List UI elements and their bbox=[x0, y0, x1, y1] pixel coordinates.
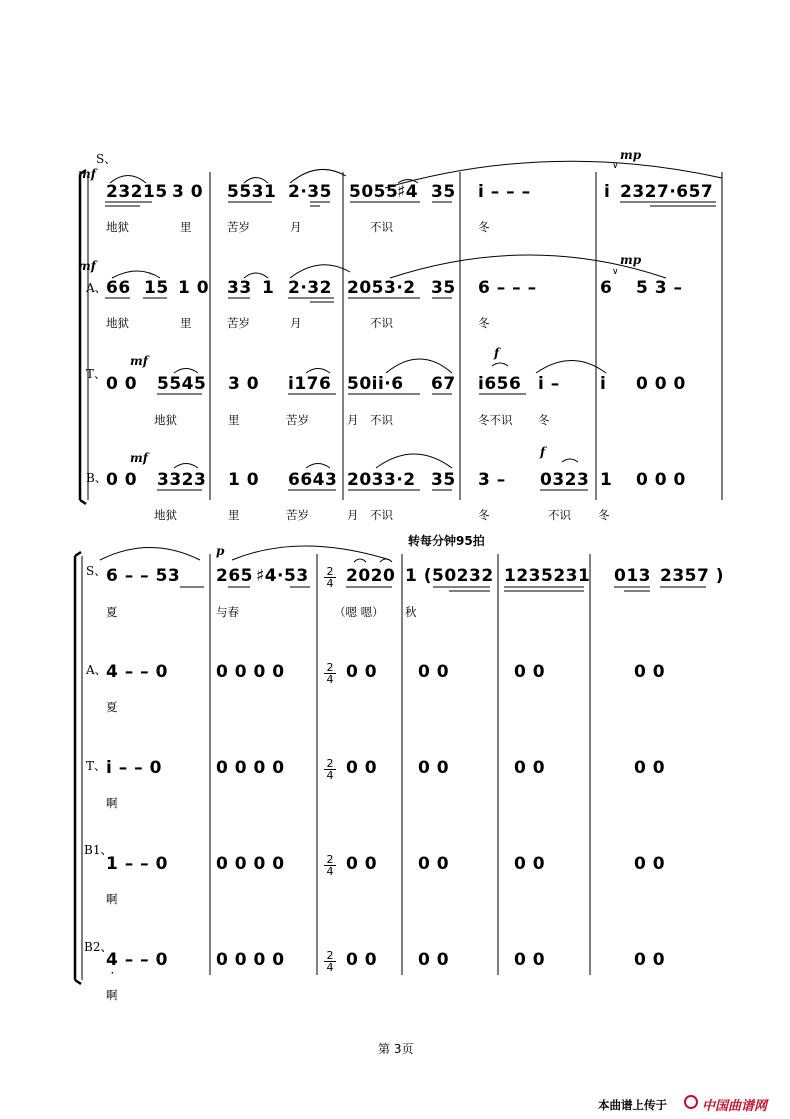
note-group: 15 bbox=[144, 278, 169, 298]
note-group: 0323 bbox=[540, 470, 590, 490]
lyric: 月 bbox=[347, 508, 359, 522]
lyric: 不识 bbox=[370, 316, 393, 330]
low-octave-dot: · bbox=[111, 968, 115, 979]
tenor-label: T、 bbox=[86, 367, 107, 381]
alto-dynamic: mf bbox=[78, 259, 96, 273]
note-group: 6643 bbox=[288, 470, 338, 490]
note-group: 0 0 bbox=[634, 758, 666, 778]
lyric: 苦岁 bbox=[227, 220, 250, 234]
note-group: i bbox=[600, 374, 607, 394]
note-group: 0 0 bbox=[634, 662, 666, 682]
note-group: ♯4·53 bbox=[256, 566, 309, 586]
note-group: 5 3 – bbox=[636, 278, 683, 298]
lyric: 不识 bbox=[370, 220, 393, 234]
soprano-label: S、 bbox=[96, 152, 117, 166]
lyric: 里 bbox=[228, 413, 240, 427]
lyric: 苦岁 bbox=[227, 316, 250, 330]
note-group: 35 bbox=[431, 278, 456, 298]
lyric: 啊 bbox=[106, 892, 118, 906]
note-group: 1 0 bbox=[178, 278, 210, 298]
note-group: 2·32 bbox=[288, 278, 332, 298]
site-logo-icon bbox=[684, 1095, 698, 1109]
soprano-dynamic: mf bbox=[78, 167, 96, 181]
note-group: 1 bbox=[262, 278, 275, 298]
soprano-label: S、 bbox=[86, 564, 107, 578]
lyric: 苦岁 bbox=[286, 413, 309, 427]
bass2-label: B2、 bbox=[84, 940, 113, 954]
note-group: 2327·657 bbox=[620, 182, 714, 202]
lyric: 秋 bbox=[405, 605, 417, 619]
note-group: 5545 bbox=[157, 374, 207, 394]
note-group: 0 0 bbox=[346, 950, 378, 970]
note-group: 33 bbox=[227, 278, 252, 298]
note-group: 0 0 bbox=[634, 854, 666, 874]
lyric: 地狱 bbox=[106, 316, 129, 330]
lyric: 冬 bbox=[478, 220, 490, 234]
note-group: 1235231 bbox=[504, 566, 591, 586]
note-group: 0 0 bbox=[418, 950, 450, 970]
lyric: 里 bbox=[228, 508, 240, 522]
lyric: 啊 bbox=[106, 988, 118, 1002]
note-group: i – – – bbox=[478, 182, 531, 202]
note-group: 0 0 0 bbox=[636, 374, 686, 394]
bass-label: B、 bbox=[86, 471, 107, 485]
lyric: 地狱 bbox=[106, 220, 129, 234]
note-group: 2033·2 bbox=[347, 470, 416, 490]
note-group: 0 0 bbox=[514, 758, 546, 778]
lyric: 月 bbox=[290, 220, 302, 234]
note-group: 0 0 bbox=[346, 662, 378, 682]
time-signature: 2 4 bbox=[324, 662, 336, 685]
lyric: 不识 bbox=[370, 508, 393, 522]
note-group: 1 (50232 bbox=[405, 566, 494, 586]
breath-mark: ∨ bbox=[612, 266, 619, 276]
lyric: 苦岁 bbox=[286, 508, 309, 522]
note-group: 2·35 bbox=[288, 182, 332, 202]
tenor-dynamic: mf bbox=[130, 354, 148, 368]
note-group: 0 0 bbox=[514, 950, 546, 970]
note-group: ♯4 bbox=[397, 182, 419, 202]
note-group: 0 0 bbox=[514, 854, 546, 874]
lyric: 冬 bbox=[478, 316, 490, 330]
note-group: 6 – – – bbox=[478, 278, 537, 298]
note-group: 0 0 bbox=[418, 758, 450, 778]
lyric: 地狱 bbox=[154, 508, 177, 522]
lyric: 啊 bbox=[106, 796, 118, 810]
note-group: 23215 bbox=[106, 182, 168, 202]
note-group: 0 0 0 0 bbox=[216, 662, 285, 682]
note-group: i – bbox=[538, 374, 560, 394]
lyric: 夏 bbox=[106, 605, 118, 619]
lyric: 月 bbox=[290, 316, 302, 330]
note-group: 66 bbox=[106, 278, 131, 298]
lyric: 里 bbox=[180, 316, 192, 330]
note-group: 0 0 0 0 bbox=[216, 950, 285, 970]
note-group: 50ii·6 bbox=[347, 374, 404, 394]
lyric: 夏 bbox=[106, 700, 118, 714]
note-group: 35 bbox=[431, 182, 456, 202]
note-group: 2053·2 bbox=[347, 278, 416, 298]
note-group: 2357 ) bbox=[660, 566, 725, 586]
note-group: 1 0 bbox=[228, 470, 260, 490]
time-signature: 2 4 bbox=[324, 854, 336, 877]
note-group: i176 bbox=[288, 374, 332, 394]
lyric: 冬 bbox=[538, 413, 550, 427]
note-group: 6 bbox=[600, 278, 613, 298]
soprano-mp-dynamic: mp bbox=[620, 148, 642, 162]
note-group: 0 0 0 bbox=[636, 470, 686, 490]
bass-dynamic: mf bbox=[130, 451, 148, 465]
lyric: 冬不识 bbox=[478, 413, 513, 427]
lyric: 地狱 bbox=[154, 413, 177, 427]
time-signature: 2 4 bbox=[324, 950, 336, 973]
note-group: 4 – – 0 bbox=[106, 950, 168, 970]
note-group: 67 bbox=[431, 374, 456, 394]
lyric: 不识 bbox=[548, 508, 571, 522]
bass-dynamic-f: f bbox=[540, 445, 546, 459]
note-group: 013 bbox=[614, 566, 651, 586]
lyric: 不识 bbox=[370, 413, 393, 427]
note-group: 5531 bbox=[227, 182, 277, 202]
alto-mp-dynamic: mp bbox=[620, 253, 642, 267]
time-signature: 2 4 bbox=[324, 566, 336, 589]
bass1-label: B1、 bbox=[84, 843, 113, 857]
note-group: 2020 bbox=[346, 566, 396, 586]
time-signature: 2 4 bbox=[324, 758, 336, 781]
alto-label: A、 bbox=[86, 663, 107, 677]
note-group: i bbox=[604, 182, 611, 202]
note-group: 5055 bbox=[349, 182, 399, 202]
note-group: i656 bbox=[478, 374, 522, 394]
note-group: 3 0 bbox=[228, 374, 260, 394]
note-group: 0 0 0 0 bbox=[216, 758, 285, 778]
breath-mark: ∨ bbox=[612, 160, 619, 170]
note-group: 1 bbox=[600, 470, 613, 490]
site-brand: 中国曲谱网 bbox=[702, 1099, 768, 1114]
note-group: 0 0 0 0 bbox=[216, 854, 285, 874]
note-group: 3323 bbox=[157, 470, 207, 490]
lyric: 冬 bbox=[478, 508, 490, 522]
note-group: 0 0 bbox=[418, 662, 450, 682]
note-group: 0 0 bbox=[634, 950, 666, 970]
note-group: 265 bbox=[216, 566, 253, 586]
lyric: 月 bbox=[347, 413, 359, 427]
note-group: 35 bbox=[431, 470, 456, 490]
note-group: 0 0 bbox=[106, 374, 138, 394]
tempo-marking: 转每分钟95拍 bbox=[408, 534, 485, 548]
note-group: 3 0 bbox=[172, 182, 204, 202]
lyric: 与春 bbox=[216, 605, 239, 619]
page-number: 第 3页 bbox=[378, 1042, 414, 1056]
lyric: 冬 bbox=[598, 508, 610, 522]
note-group: i – – 0 bbox=[106, 758, 162, 778]
note-group: 4 – – 0 bbox=[106, 662, 168, 682]
alto-label: A、 bbox=[86, 281, 107, 295]
note-group: 0 0 bbox=[346, 758, 378, 778]
note-group: 6 – – 53 bbox=[106, 566, 181, 586]
tenor-dynamic-f: f bbox=[494, 346, 500, 360]
soprano-dynamic: p bbox=[216, 544, 225, 558]
note-group: 0 0 bbox=[106, 470, 138, 490]
lyric: （嗯 嗯） bbox=[334, 605, 384, 619]
lyric: 里 bbox=[180, 220, 192, 234]
tenor-label: T、 bbox=[86, 759, 107, 773]
note-group: 0 0 bbox=[418, 854, 450, 874]
note-group: 1 – – 0 bbox=[106, 854, 168, 874]
note-group: 3 – bbox=[478, 470, 506, 490]
footer-text: 本曲谱上传于 bbox=[598, 1098, 667, 1112]
note-group: 0 0 bbox=[514, 662, 546, 682]
note-group: 0 0 bbox=[346, 854, 378, 874]
